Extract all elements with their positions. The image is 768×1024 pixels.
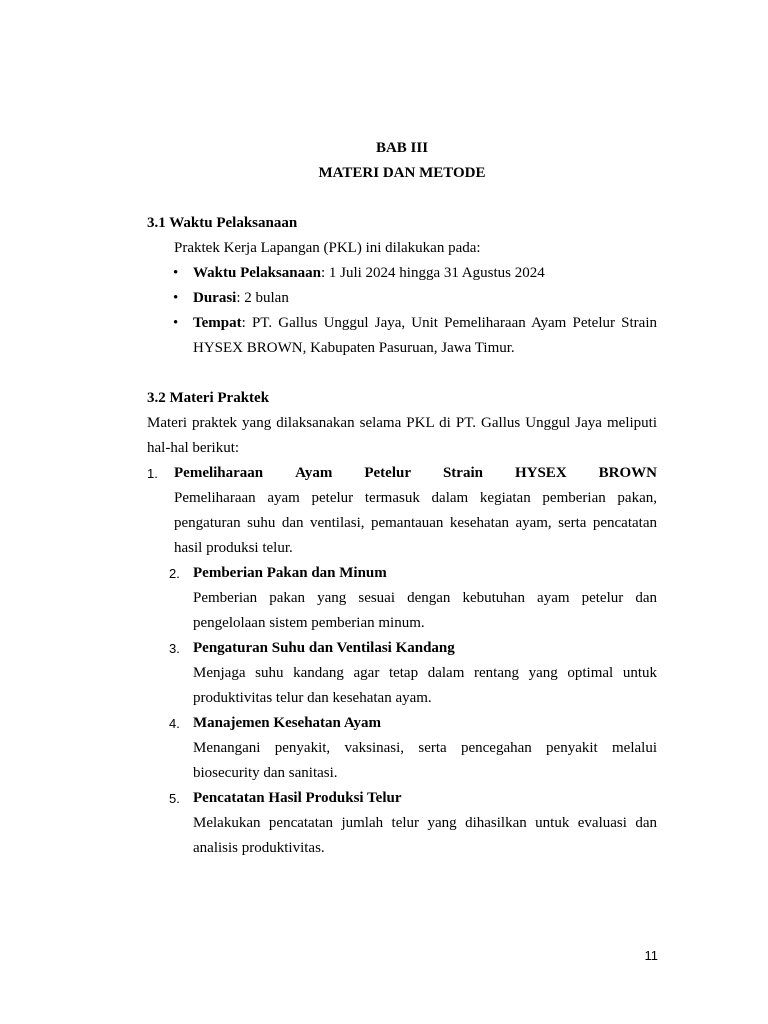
item-title: Pemeliharaan Ayam Petelur Strain HYSEX BROWN: [174, 465, 657, 481]
item-description: Menjaga suhu kandang agar tetap dalam rentang yang optimal untuk produktivitas telur dan kesehatan ayam.: [193, 665, 657, 706]
item-description: Menangani penyakit, vaksinasi, serta pencegahan penyakit melalui biosecurity dan sanitasi.: [193, 740, 657, 781]
numbered-item: [147, 711, 657, 786]
bullet-icon: •: [173, 265, 179, 281]
bullet-icon: •: [173, 315, 179, 331]
item-number: 3.: [169, 641, 180, 656]
item-number: 2.: [169, 566, 180, 581]
item-number: 4.: [169, 716, 180, 731]
item-number: 1.: [147, 466, 158, 481]
item-title: Pencatatan Hasil Produksi Telur: [193, 790, 402, 806]
section-heading-3-1: 3.1 Waktu Pelaksanaan: [147, 215, 298, 231]
item-title: Manajemen Kesehatan Ayam: [193, 715, 382, 731]
item-description: Melakukan pencatatan jumlah telur yang dihasilkan untuk evaluasi dan analisis produktivitas.: [193, 815, 657, 856]
bullet-item: • Durasi: 2 bulan: [147, 286, 657, 311]
item-description: Pemeliharaan ayam petelur termasuk dalam kegiatan pemberian pakan, pengaturan suhu dan ventilasi, pemantauan kesehatan ayam, serta pencatatan hasil produksi telur.: [174, 490, 657, 556]
section-intro: Praktek Kerja Lapangan (PKL) ini dilakukan pada:: [174, 240, 481, 256]
numbered-item: [147, 636, 657, 711]
item-title: Pemberian Pakan dan Minum: [193, 565, 387, 581]
item-number: 5.: [169, 791, 180, 806]
bullet-icon: •: [173, 290, 179, 306]
section-intro: Materi praktek yang dilaksanakan selama PKL di PT. Gallus Unggul Jaya meliputi hal-hal berikut:: [147, 415, 657, 456]
numbered-item: [147, 461, 657, 561]
numbered-item: [147, 786, 657, 861]
page-number: 11: [644, 948, 658, 963]
bullet-list: [147, 261, 657, 361]
item-description: Pemberian pakan yang sesuai dengan kebutuhan ayam petelur dan pengelolaan sistem pemberian minum.: [193, 590, 657, 631]
bullet-item: • Waktu Pelaksanaan: 1 Juli 2024 hingga 31 Agustus 2024: [147, 261, 657, 286]
chapter-title: MATERI DAN METODE: [318, 165, 486, 181]
item-title: Pengaturan Suhu dan Ventilasi Kandang: [193, 640, 455, 656]
chapter-number: BAB III: [375, 140, 429, 156]
document-page: [147, 136, 657, 861]
section-heading-3-2: 3.2 Materi Praktek: [147, 390, 270, 406]
bullet-item: • Tempat: PT. Gallus Unggul Jaya, Unit Pemeliharaan Ayam Petelur Strain HYSEX BROWN, Kabupaten Pasuruan, Jawa Timur.: [147, 311, 657, 361]
numbered-item: [147, 561, 657, 636]
